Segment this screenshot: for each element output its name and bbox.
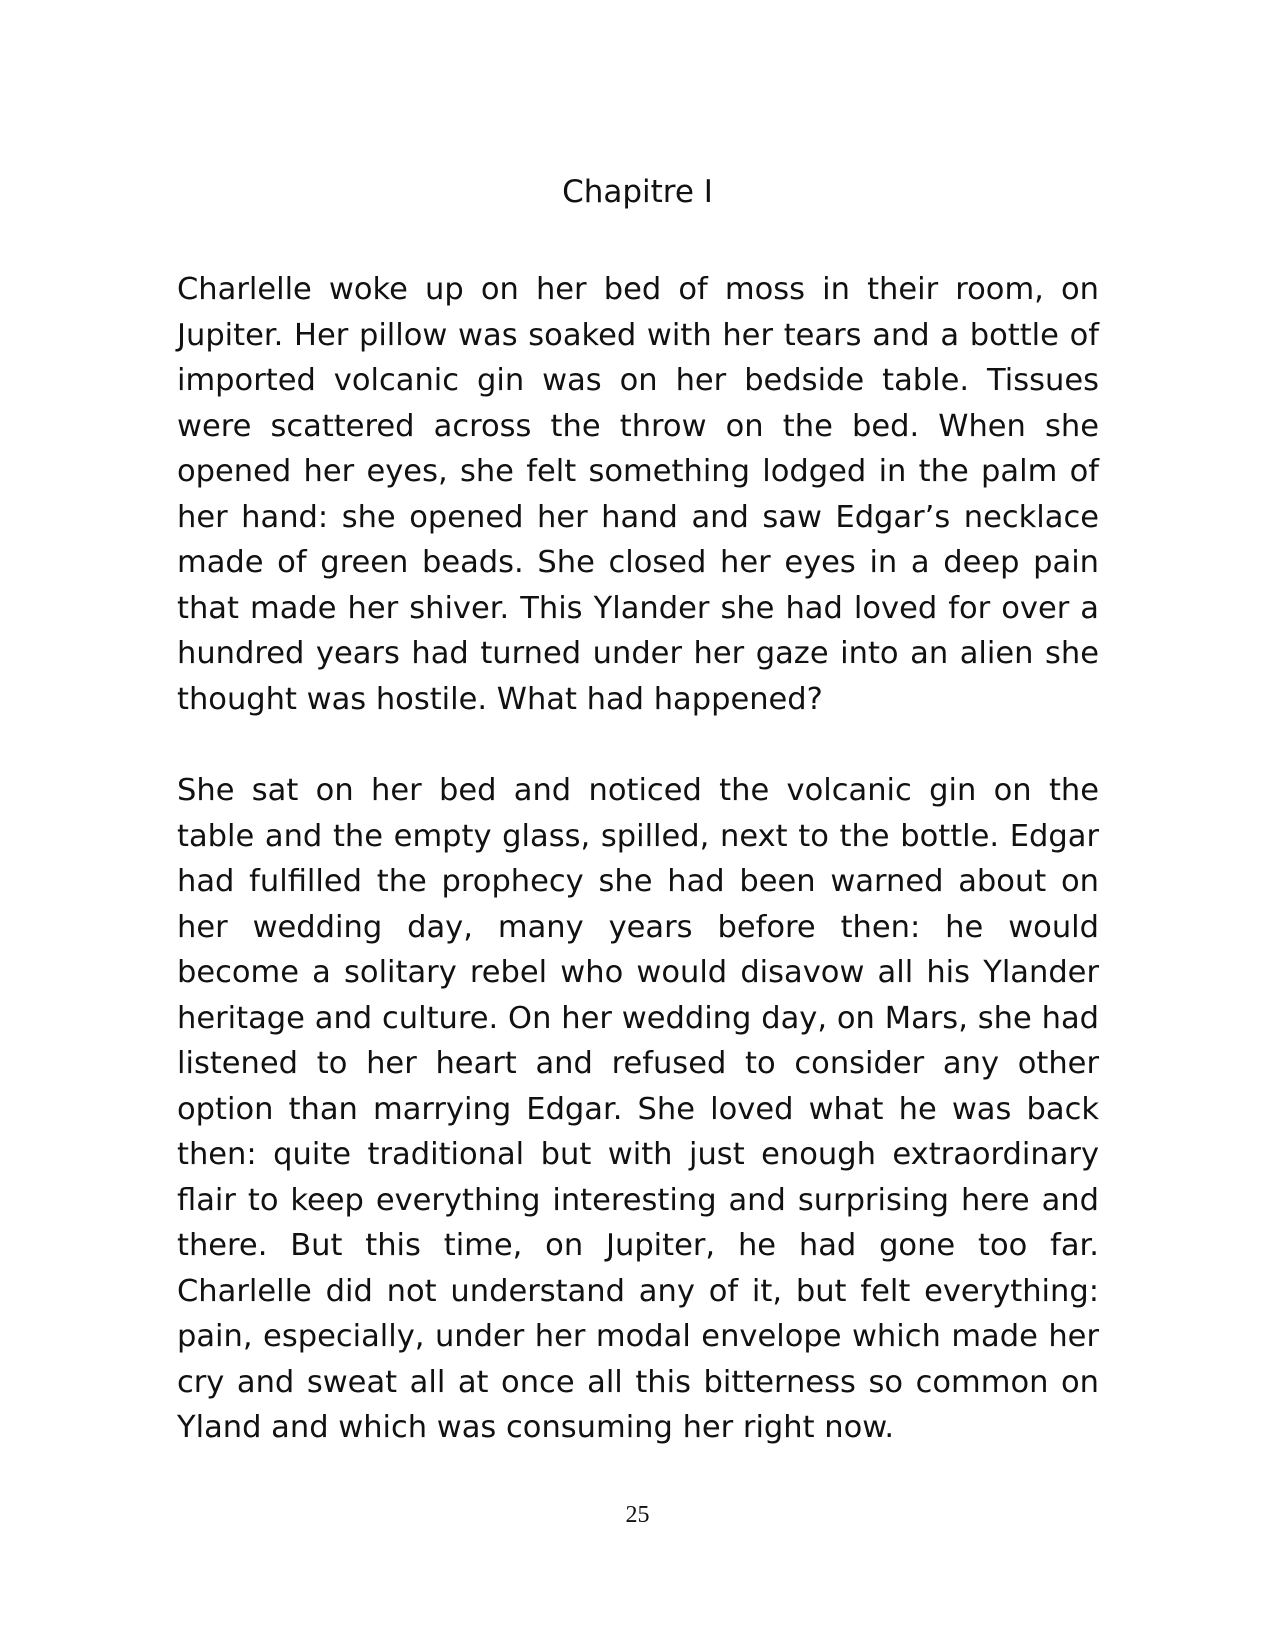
chapter-title: Chapitre I [562,174,713,210]
paragraph-2: She sat on her bed and noticed the volcanic gin on the table and the empty glass, spilled, next to the bottle. Edgar had fulfilled the prophecy she had been warned about on her wedding day, many years before then: he would become a solitary rebel who would disavow all his Ylander heritage and culture. On her wedding day, on Mars, she had listened to her heart and refused to consider any other option than marrying Edgar. She loved what he was back then: quite traditional but with just enough extraordinary flair to keep everything interesting and surprising here and there. But this time, on Jupiter, he had gone too far. Charlelle did not understand any of it, but felt everything: pain, especially, under her modal envelope which made her cry and sweat all at once all this bitterness so common on Yland and which was consuming her right now. [177,773,1099,1445]
page-number: 25 [625,1502,650,1528]
paragraph-1: Charlelle woke up on her bed of moss in their room, on Jupiter. Her pillow was soaked with her tears and a bottle of imported volcanic gin was on her bedside table. Tissues were scattered across the throw on the bed. When she opened her eyes, she felt something lodged in the palm of her hand: she opened her hand and saw Edgar’s necklace made of green beads. She closed her eyes in a deep pain that made her shiver. This Ylander she had loved for over a hundred years had turned under her gaze into an alien she thought was hostile. What had happened? [177,272,1099,717]
